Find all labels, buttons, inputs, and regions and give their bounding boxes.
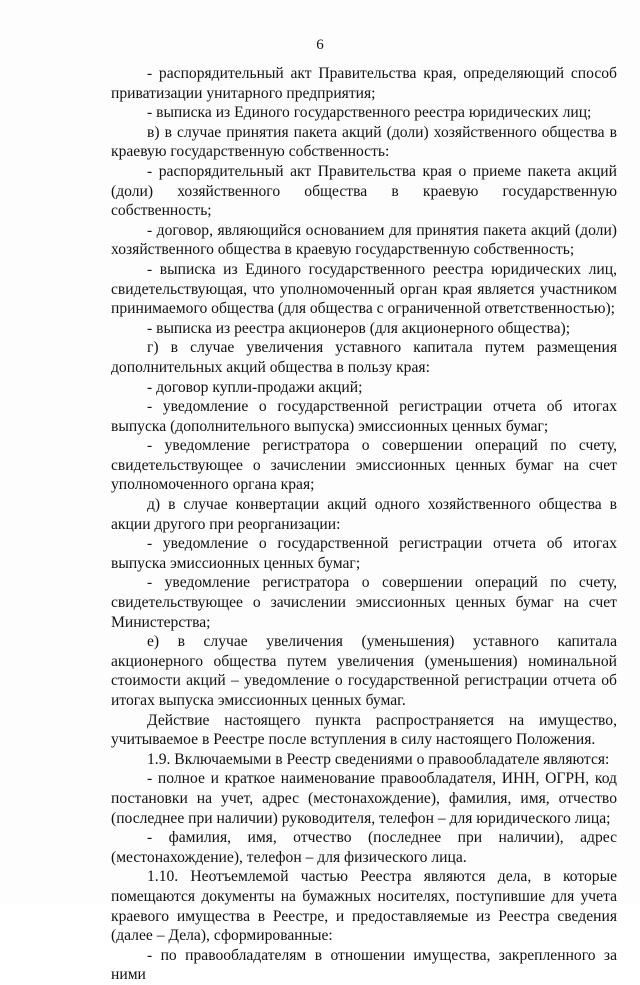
paragraph: д) в случае конвертации акций одного хозяйственного общества в акции другого при реорганизации: — [111, 496, 617, 533]
paragraph: е) в случае увеличения (уменьшения) уставного капитала акционерного общества путем увеличения (уменьшения) номинальной стоимости акций – уведомление о государственной регистрации отчета об итогах выпуска эмиссионных ценных бумаг. — [111, 633, 617, 709]
paragraph: - распорядительный акт Правительства края о приеме пакета акций (доли) хозяйственного общества в краевую государственную собственность; — [111, 162, 617, 220]
paragraph: - по правообладателям в отношении имущества, закрепленного за ними — [111, 946, 617, 984]
paragraph: - полное и краткое наименование правообладателя, ИНН, ОГРН, код постановки на учет, адрес (местонахождение), фамилия, имя, отчество (последнее при наличии) руководителя, телефон – для юридического лица; — [111, 770, 617, 827]
paragraph: г) в случае увеличения уставного капитала путем размещения дополнительных акций общества в пользу края: — [111, 339, 617, 376]
paragraph: - уведомление регистратора о совершении операций по счету, свидетельствующее о зачислении эмиссионных ценных бумаг на счет уполномоченного органа края; — [111, 437, 617, 494]
paragraph: 1.9. Включаемыми в Реестр сведениями о правообладателе являются: — [147, 750, 610, 768]
paragraph: - договор купли-продажи акций; — [147, 378, 363, 396]
paragraph: 1.10. Неотъемлемой частью Реестра являются дела, в которые помещаются документы на бумажных носителях, поступившие для учета краевого имущества в Реестре, и предоставляемые из Реестра сведения (далее – Дела), сформированные: — [111, 868, 617, 945]
paragraph: - выписка из реестра акционеров (для акционерного общества); — [147, 319, 571, 337]
paragraph: - выписка из Единого государственного реестра юридических лиц, свидетельствующая, что уполномоченный орган края является участником принимаемого общества (для общества с ограниченной ответственностью); — [111, 260, 617, 318]
paragraph: - договор, являющийся основанием для принятия пакета акций (доли) хозяйственного общества в краевую государственную собственность; — [111, 221, 617, 259]
paragraph: Действие настоящего пункта распространяется на имущество, учитываемое в Реестре после вступления в силу настоящего Положения. — [111, 711, 617, 749]
paragraph: - уведомление о государственной регистрации отчета об итогах выпуска (дополнительного выпуска) эмиссионных ценных бумаг; — [111, 398, 617, 435]
paragraph: - уведомление регистратора о совершении операций по счету, свидетельствующее о зачислении эмиссионных ценных бумаг на счет Министерства; — [111, 574, 617, 631]
paragraph: в) в случае принятия пакета акций (доли) хозяйственного общества в краевую государственную собственность: — [111, 123, 617, 161]
paragraph: - распорядительный акт Правительства края, определяющий способ приватизации унитарного предприятия; — [111, 65, 617, 102]
document-body — [111, 64, 617, 985]
paragraph: - уведомление о государственной регистрации отчета об итогах выпуска эмиссионных ценных бумаг; — [111, 535, 617, 572]
page-number: 6 — [316, 37, 324, 53]
paragraph: - фамилия, имя, отчество (последнее при наличии), адрес (местонахождение), телефон – для физического лица. — [111, 829, 617, 866]
paragraph: - выписка из Единого государственного реестра юридических лиц; — [147, 104, 592, 122]
